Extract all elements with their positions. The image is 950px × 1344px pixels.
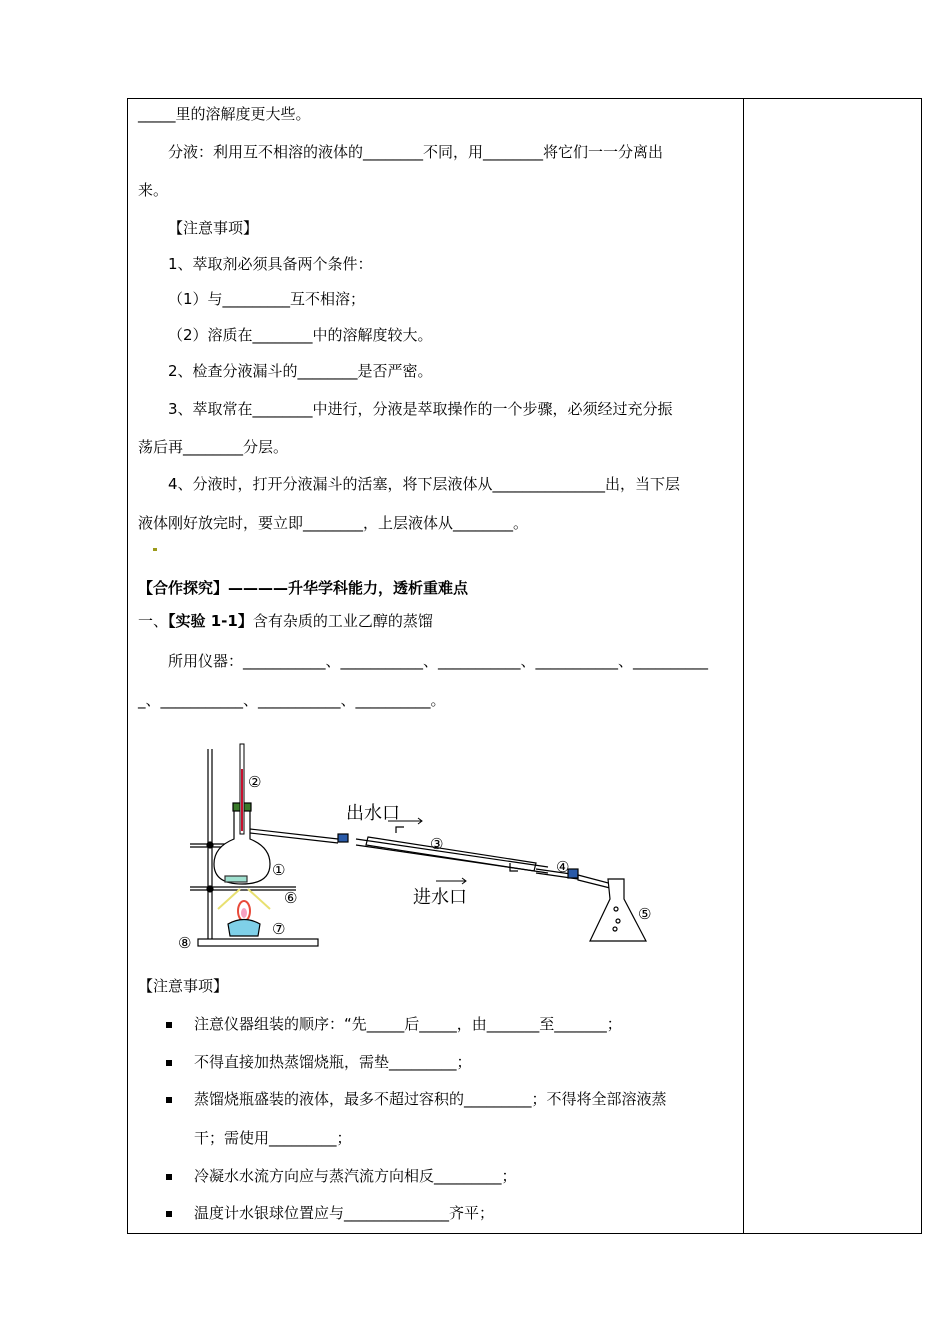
bullet-2: 不得直接加热蒸馏烧瓶，需垫_________； [194, 1053, 472, 1071]
note-1: 1、萃取剂必须具备两个条件： [168, 255, 373, 273]
label-3: ③ [430, 835, 444, 853]
bullet-4: 冷凝水水流方向应与蒸汽流方向相反_________； [194, 1167, 517, 1185]
note-1-b: （2）溶质在________中的溶解度较大。 [168, 326, 433, 344]
label-4: ④ [556, 858, 570, 876]
instruments-line-2: _、___________、___________、__________。 [138, 691, 446, 709]
solubility-line: _____里的溶解度更大些。 [138, 105, 311, 123]
bullet-1: 注意仪器组装的顺序：“先_____后_____，由_______至_______； [194, 1015, 622, 1033]
distillation-diagram [178, 739, 698, 959]
outlet-label: 出水口 [346, 803, 400, 824]
notes-heading-2: 【注意事项】 [138, 977, 229, 995]
bullet-icon [166, 1060, 172, 1066]
label-7: ⑦ [272, 920, 286, 938]
bullet-3: 蒸馏烧瓶盛装的液体，最多不超过容积的_________；不得将全部溶液蒸 [194, 1090, 667, 1108]
experiment-name: 含有杂质的工业乙醇的蒸馏 [252, 612, 433, 630]
label-1: ① [272, 861, 286, 879]
thermometer [240, 744, 244, 834]
note-3-line-1: 3、萃取常在________中进行，分液是萃取操作的一个步骤，必须经过充分振 [168, 400, 673, 418]
instruments-line-1: 所用仪器：___________、___________、___________、___________、__________ [168, 652, 709, 670]
label-5: ⑤ [638, 905, 652, 923]
bullet-icon [166, 1097, 172, 1103]
note-4-line-2: 液体刚好放完时，要立即________，上层液体从________。 [138, 514, 529, 532]
note-4-line-1: 4、分液时，打开分液漏斗的活塞，将下层液体从_______________出，当下层 [168, 475, 681, 493]
experiment-prefix: 一、 [138, 612, 169, 630]
bullet-icon [166, 1022, 172, 1028]
note-1-a: （1）与_________互不相溶； [168, 290, 366, 308]
inlet-arrow-icon [436, 878, 466, 884]
bullet-icon [166, 1174, 172, 1180]
bullet-icon [166, 1211, 172, 1217]
experiment-title [138, 611, 433, 631]
explore-heading: 【合作探究】————升华学科能力，透析重难点 [138, 579, 469, 597]
fenye-line-1: 分液：利用互不相溶的液体的________不同，用________将它们一一分离出 [168, 143, 664, 161]
experiment-label: 【实验 1-1】 [168, 612, 253, 630]
notes-heading-1: 【注意事项】 [168, 219, 259, 237]
label-2: ② [248, 773, 262, 791]
label-6: ⑥ [284, 889, 298, 907]
fenye-line-2: 来。 [138, 181, 169, 199]
inlet-label: 进水口 [413, 887, 467, 908]
column-divider [743, 99, 744, 1233]
gauze-and-burner [218, 889, 270, 936]
bullet-3-cont: 干；需使用_________； [194, 1129, 352, 1147]
bullet-5: 温度计水银球位置应与______________齐平； [194, 1204, 495, 1222]
content-table [127, 98, 922, 1234]
stray-mark [153, 548, 157, 551]
note-3-line-2: 荡后再________分层。 [138, 438, 289, 456]
label-8: ⑧ [178, 934, 192, 952]
note-2: 2、检查分液漏斗的________是否严密。 [168, 362, 433, 380]
condenser [338, 827, 616, 889]
